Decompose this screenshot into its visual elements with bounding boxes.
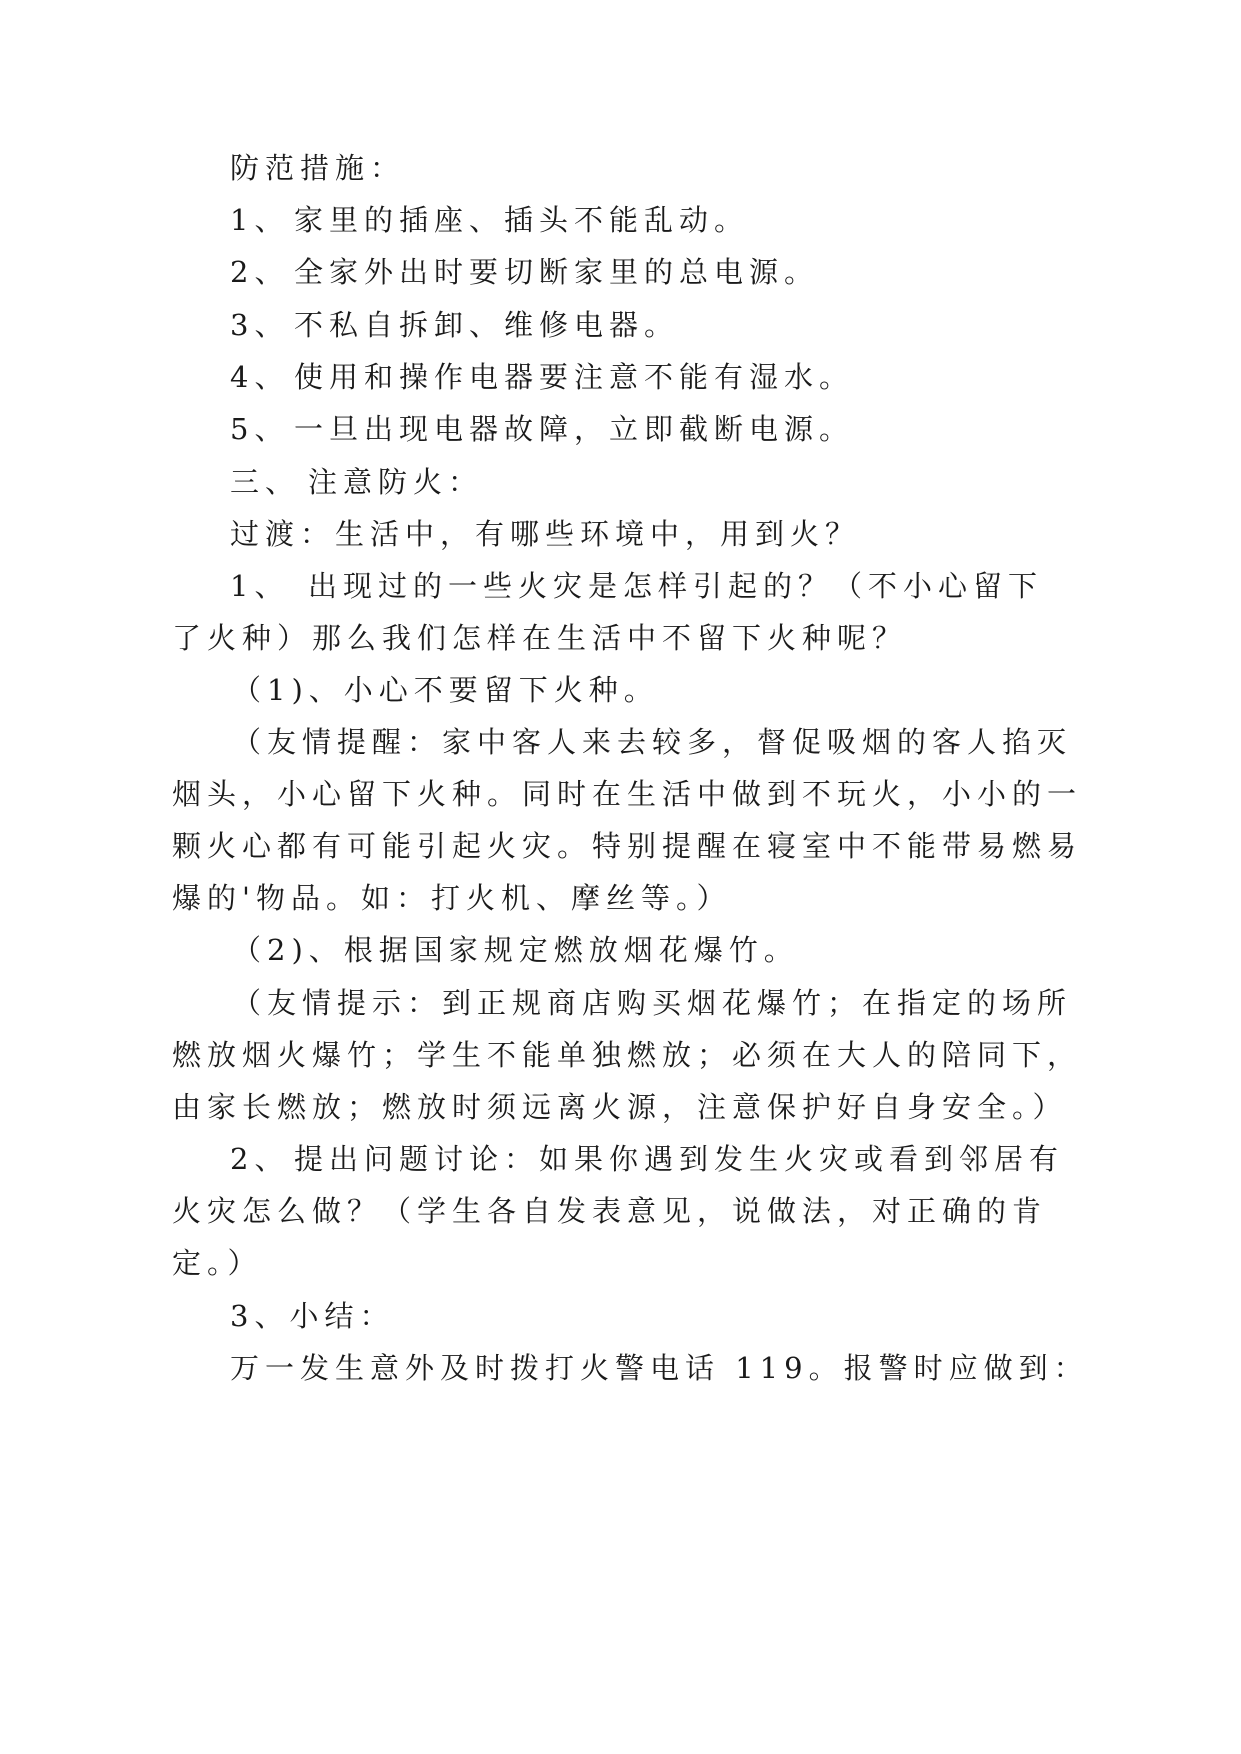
tip-2-line: （友情提示：到正规商店购买烟花爆竹；在指定的场所 bbox=[232, 986, 1073, 1020]
tip-1-line: 烟头，小心留下火种。同时在生活中做到不玩火，小小的一 bbox=[172, 777, 1083, 811]
measure-item bbox=[230, 357, 854, 397]
question-2-line-3: 定。） bbox=[172, 1246, 263, 1280]
measure-item bbox=[230, 252, 819, 292]
measure-number: 3、 bbox=[230, 308, 290, 342]
measure-number: 5、 bbox=[230, 412, 290, 446]
section-heading bbox=[230, 462, 483, 502]
question-text: 提出问题讨论：如果你遇到发生火灾或看到邻居有 bbox=[294, 1142, 1065, 1176]
summary-heading: 3、小结： bbox=[230, 1299, 395, 1333]
measure-text: 使用和操作电器要注意不能有湿水。 bbox=[294, 360, 855, 394]
measure-text: 不私自拆卸、维修电器。 bbox=[294, 308, 680, 342]
tip-1-line: 爆的'物品。如：打火机、摩丝等。） bbox=[172, 881, 732, 915]
tip-2-line: 由家长燃放；燃放时须远离火源，注意保护好自身安全。） bbox=[172, 1090, 1068, 1124]
question-1-line-1 bbox=[230, 566, 1043, 606]
measure-item bbox=[230, 305, 679, 345]
measure-text: 一旦出现电器故障，立即截断电源。 bbox=[294, 412, 855, 446]
subpoint-1: （1)、小心不要留下火种。 bbox=[232, 673, 659, 707]
section-number: 三、 bbox=[230, 465, 301, 499]
measure-item bbox=[230, 200, 749, 240]
measure-number: 4、 bbox=[230, 360, 290, 394]
tip-1-line: 颗火心都有可能引起火灾。特别提醒在寝室中不能带易燃易 bbox=[172, 829, 1083, 863]
transition-text: 过渡：生活中，有哪些环境中，用到火？ bbox=[230, 517, 861, 551]
question-2-line-2: 火灾怎么做？（学生各自发表意见，说做法，对正确的肯 bbox=[172, 1194, 1048, 1228]
question-number: 1、 bbox=[230, 569, 290, 603]
measure-text: 家里的插座、插头不能乱动。 bbox=[294, 203, 750, 237]
question-number: 2、 bbox=[230, 1142, 290, 1176]
final-line: 万一发生意外及时拨打火警电话 119。报警时应做到： bbox=[230, 1351, 1089, 1385]
tip-2-line: 燃放烟火爆竹；学生不能单独燃放；必须在大人的陪同下， bbox=[172, 1038, 1083, 1072]
question-text: 出现过的一些火灾是怎样引起的？（不小心留下 bbox=[308, 569, 1044, 603]
question-2-line-1 bbox=[230, 1139, 1064, 1179]
question-1-line-2: 了火种）那么我们怎样在生活中不留下火种呢？ bbox=[172, 621, 908, 655]
section-title: 注意防火： bbox=[308, 465, 484, 499]
measure-item bbox=[230, 409, 854, 449]
tip-1-line: （友情提醒：家中客人来去较多，督促吸烟的客人掐灭 bbox=[232, 725, 1073, 759]
measure-text: 全家外出时要切断家里的总电源。 bbox=[294, 255, 820, 289]
heading-prevention: 防范措施： bbox=[230, 151, 406, 185]
measure-number: 2、 bbox=[230, 255, 290, 289]
measure-number: 1、 bbox=[230, 203, 290, 237]
subpoint-2: （2)、根据国家规定燃放烟花爆竹。 bbox=[232, 933, 799, 967]
